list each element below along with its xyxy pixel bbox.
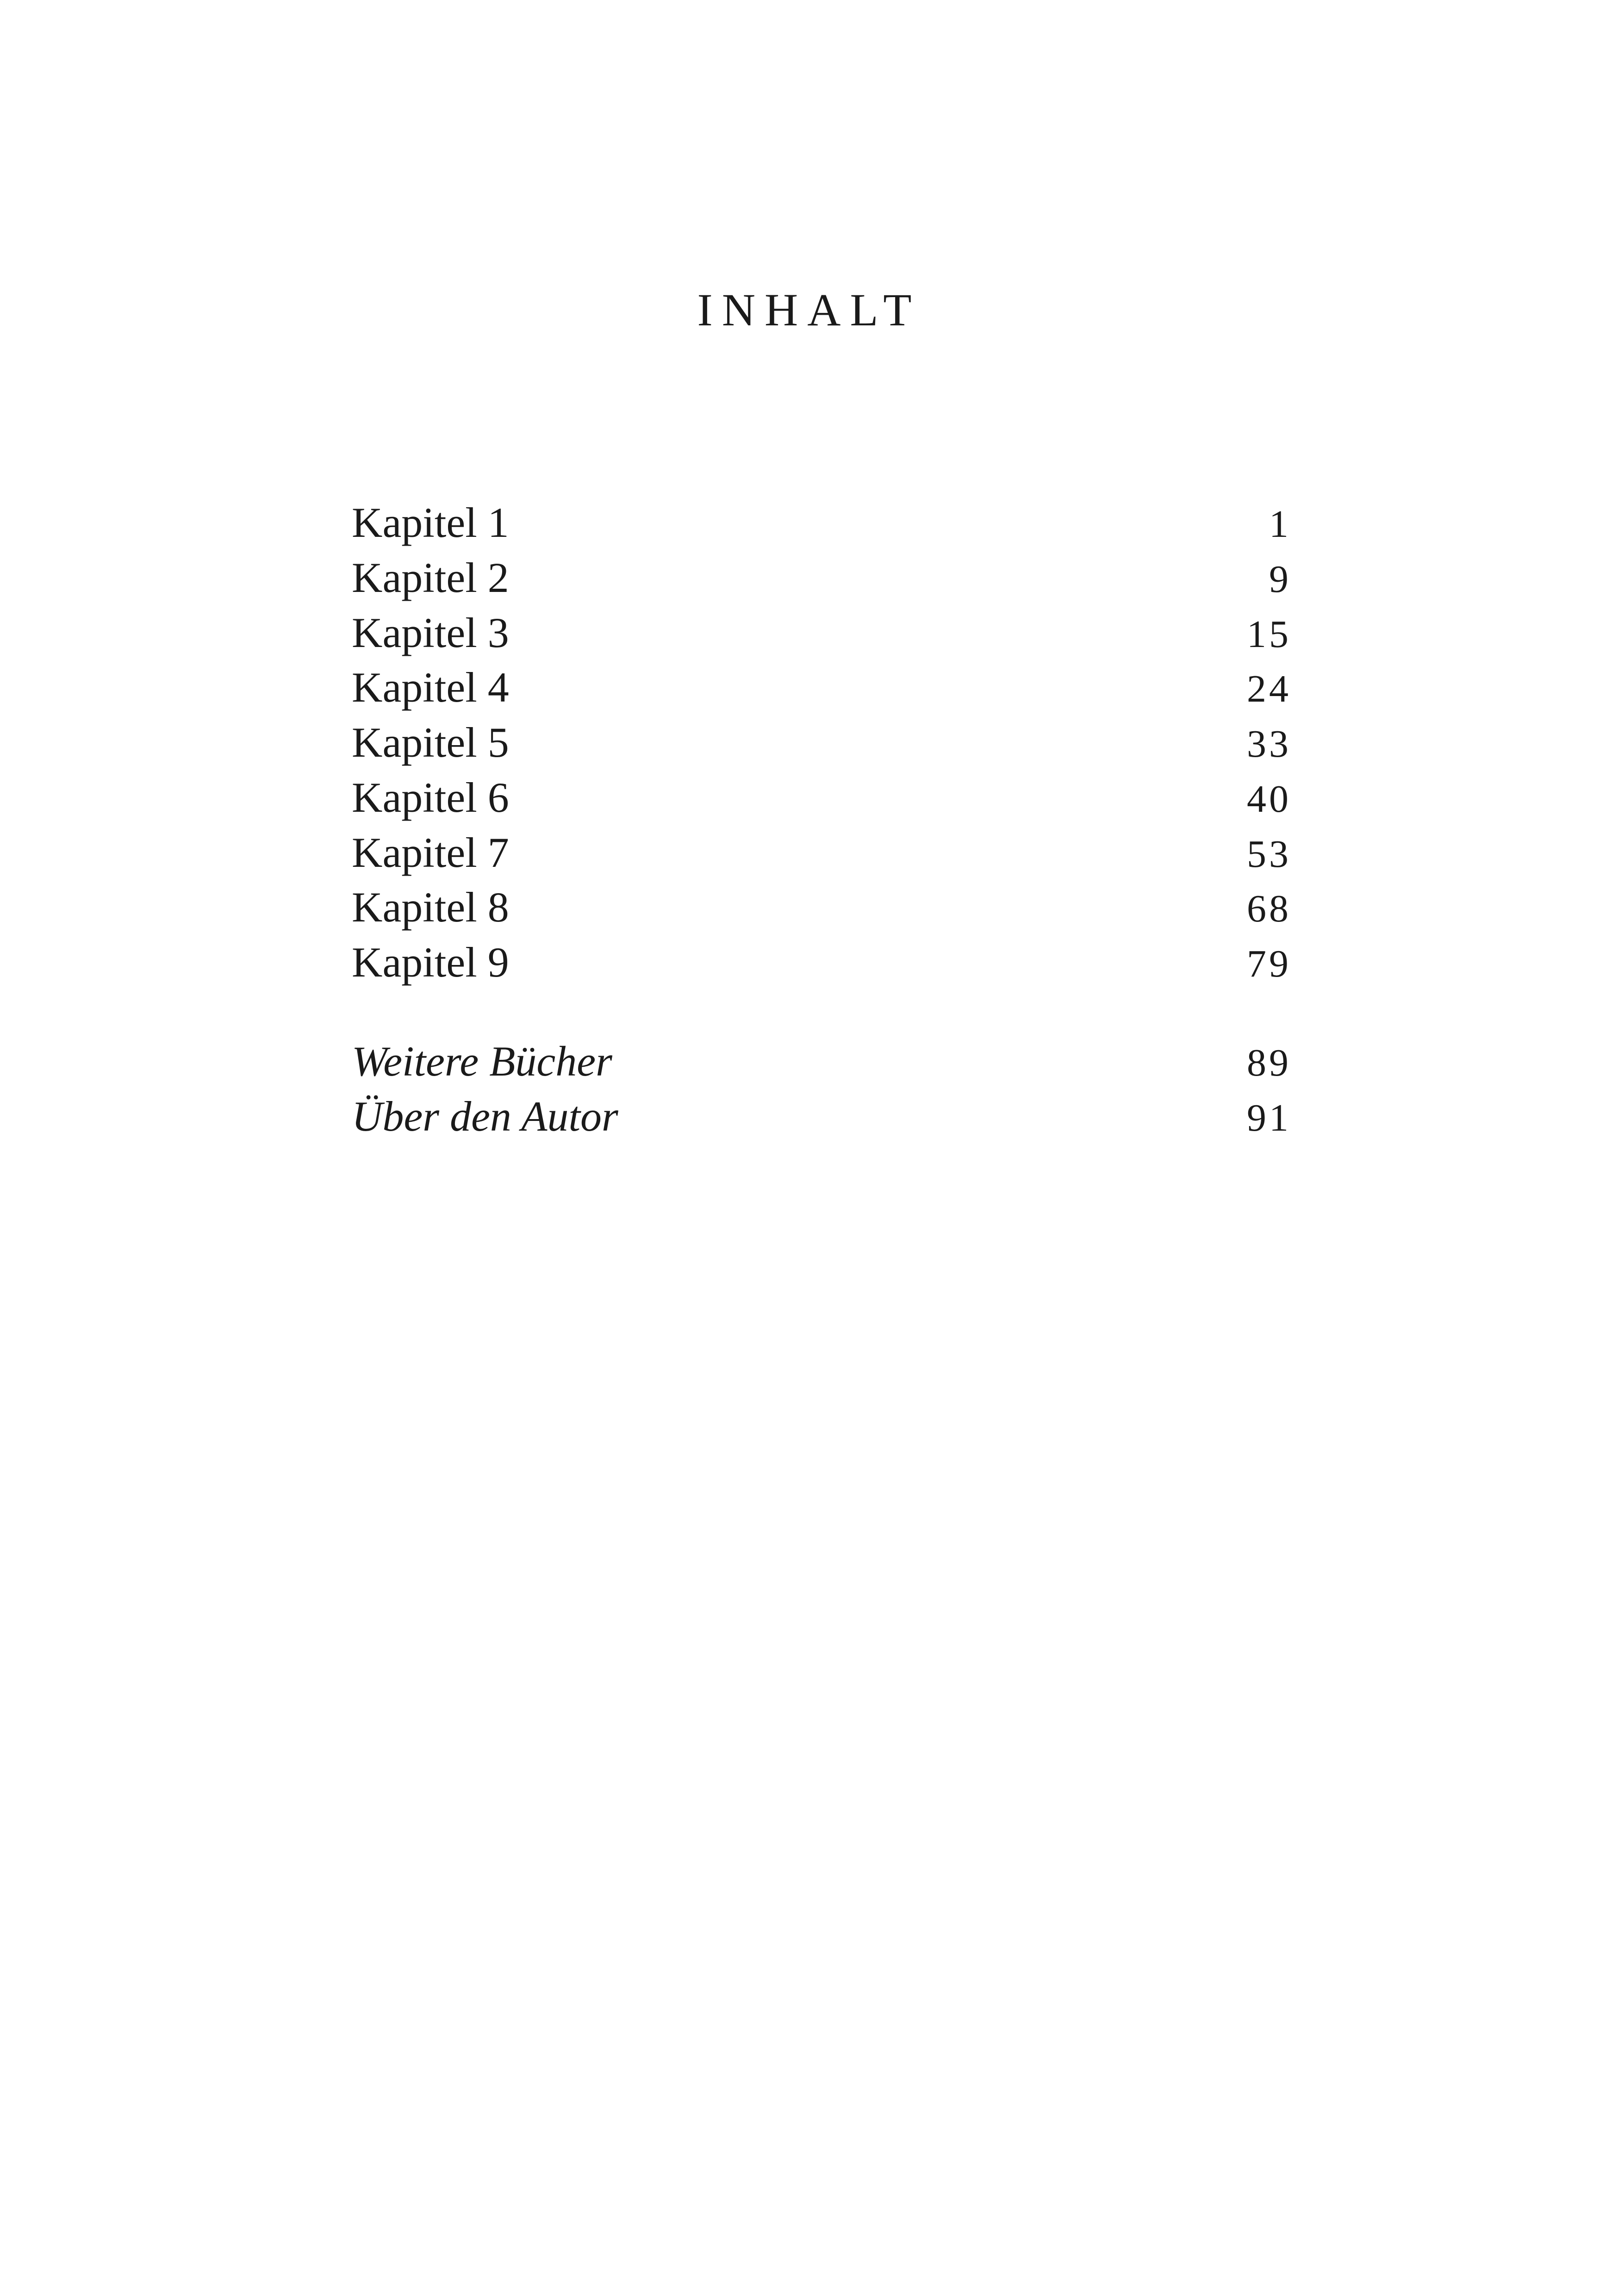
toc-entry-label: Kapitel 6 <box>352 773 509 821</box>
toc-entry-label: Weitere Bücher <box>352 1037 612 1085</box>
toc-entry-kapitel-2[interactable] <box>352 550 1291 605</box>
toc-entry-kapitel-7[interactable] <box>352 825 1291 880</box>
toc-entry-label: Kapitel 4 <box>352 664 509 711</box>
toc-entry-page-number: 53 <box>1247 832 1291 876</box>
toc-entry-kapitel-9[interactable] <box>352 935 1291 990</box>
toc-entry-page-number: 1 <box>1269 503 1291 546</box>
toc-entry-label: Kapitel 9 <box>352 939 509 986</box>
toc-entry-label: Kapitel 2 <box>352 554 509 601</box>
toc-entry-weitere-buecher[interactable] <box>352 1034 1291 1089</box>
toc-section-gap <box>352 990 1291 1034</box>
toc-entry-kapitel-4[interactable] <box>352 660 1291 715</box>
toc-entry-label: Über den Autor <box>352 1092 618 1140</box>
toc-entry-page-number: 24 <box>1247 667 1291 711</box>
toc-entry-page-number: 33 <box>1247 722 1291 765</box>
toc-entry-ueber-den-autor[interactable] <box>352 1089 1291 1144</box>
toc-entry-kapitel-1[interactable] <box>352 495 1291 550</box>
toc-entry-kapitel-8[interactable] <box>352 880 1291 935</box>
toc-entry-label: Kapitel 5 <box>352 719 509 766</box>
toc-entry-label: Kapitel 3 <box>352 609 509 656</box>
toc-entry-page-number: 91 <box>1247 1096 1291 1139</box>
toc-entry-page-number: 15 <box>1247 612 1291 656</box>
page-title: INHALT <box>697 284 921 336</box>
toc-entry-page-number: 79 <box>1247 942 1291 985</box>
toc-entry-label: Kapitel 1 <box>352 499 509 546</box>
toc-entry-label: Kapitel 8 <box>352 884 509 931</box>
toc-entry-kapitel-5[interactable] <box>352 715 1291 770</box>
toc-entry-page-number: 9 <box>1269 557 1291 601</box>
table-of-contents <box>352 495 1291 1144</box>
toc-entry-kapitel-6[interactable] <box>352 770 1291 825</box>
toc-entry-label: Kapitel 7 <box>352 828 509 876</box>
toc-entry-page-number: 68 <box>1247 887 1291 931</box>
toc-entry-page-number: 40 <box>1247 777 1291 821</box>
toc-entry-page-number: 89 <box>1247 1041 1291 1084</box>
toc-entry-kapitel-3[interactable] <box>352 605 1291 660</box>
